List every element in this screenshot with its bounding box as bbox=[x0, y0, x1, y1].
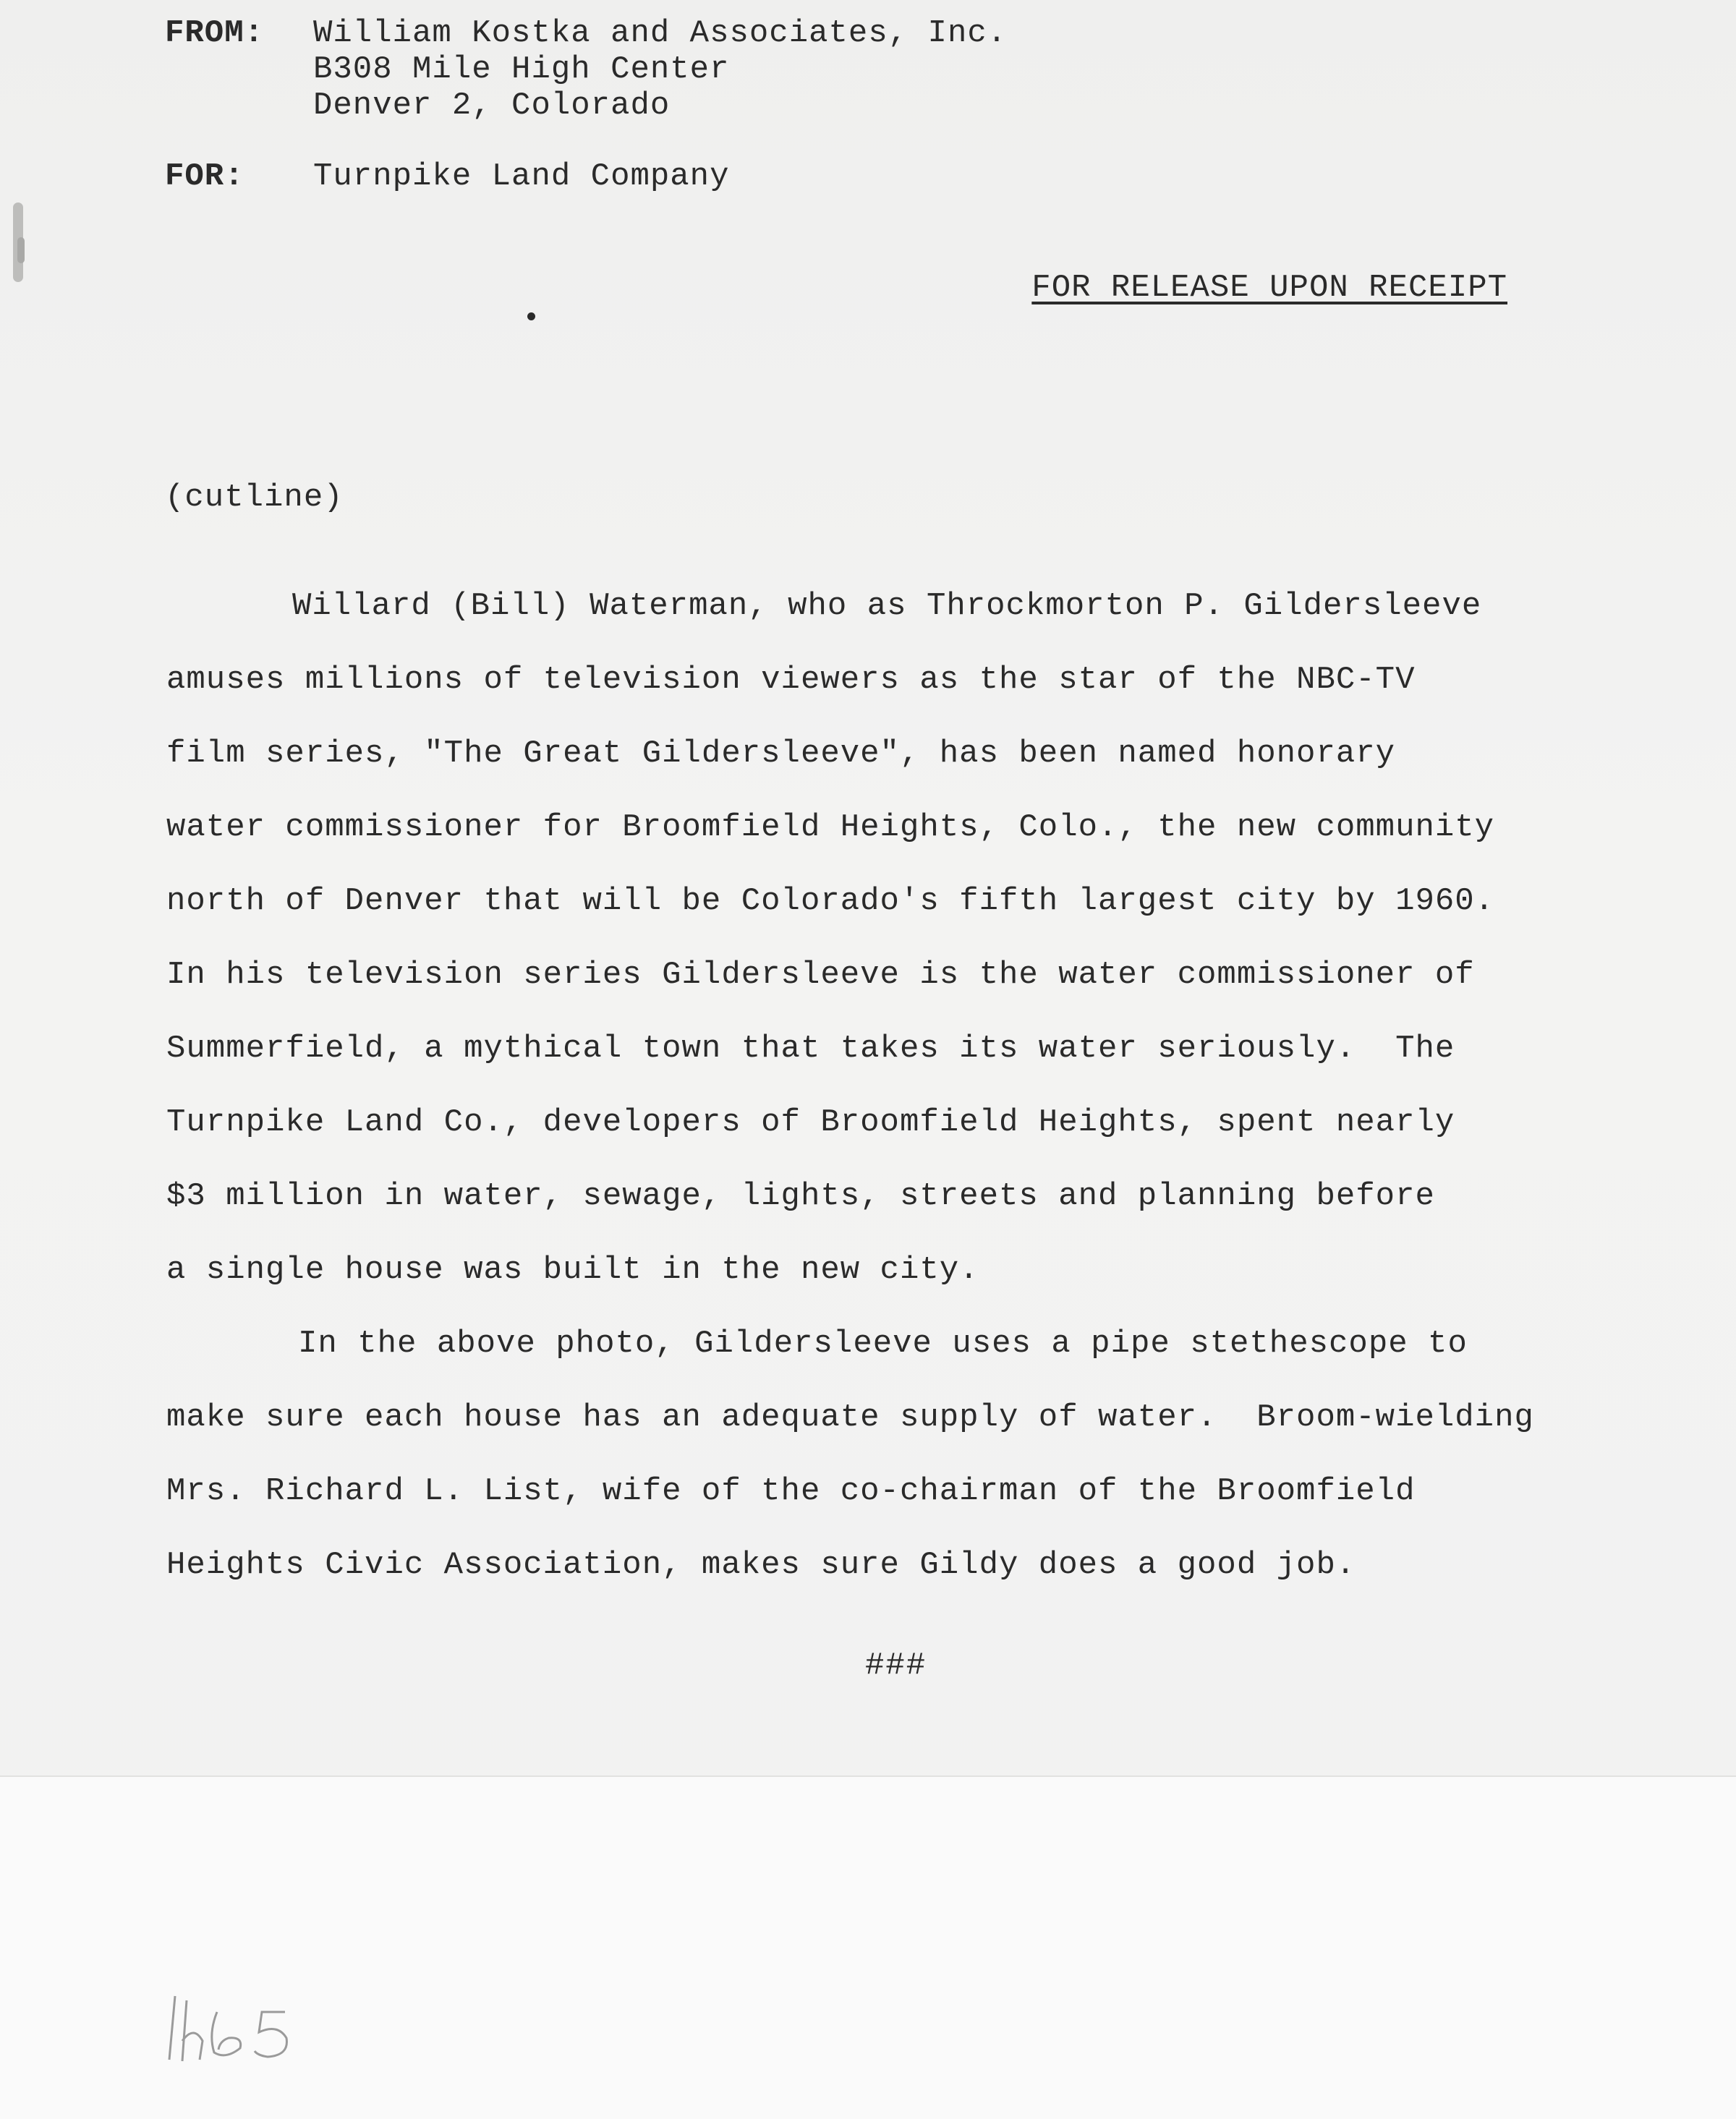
release-notice: FOR RELEASE UPON RECEIPT bbox=[1031, 270, 1507, 306]
body-line: amuses millions of television viewers as the star of the NBC-TV bbox=[166, 662, 1416, 698]
from-label: FROM: bbox=[165, 15, 265, 51]
body-line: make sure each house has an adequate supply of water. Broom-wielding bbox=[166, 1399, 1534, 1436]
body-line: In the above photo, Gildersleeve uses a pipe stethescope to bbox=[298, 1326, 1468, 1362]
for-value: Turnpike Land Company bbox=[313, 158, 730, 195]
body-line: north of Denver that will be Colorado's fifth largest city by 1960. bbox=[166, 883, 1495, 919]
body-line: Mrs. Richard L. List, wife of the co-chairman of the Broomfield bbox=[166, 1473, 1416, 1509]
body-line: Willard (Bill) Waterman, who as Throckmorton P. Gildersleeve bbox=[292, 588, 1482, 624]
body-line: $3 million in water, sewage, lights, streets and planning before bbox=[166, 1178, 1435, 1214]
for-label: FOR: bbox=[165, 158, 244, 195]
body-line: water commissioner for Broomfield Heights, Colo., the new community bbox=[166, 809, 1495, 845]
from-line: Denver 2, Colorado bbox=[313, 88, 671, 124]
body-line: Heights Civic Association, makes sure Gildy does a good job. bbox=[166, 1547, 1356, 1583]
from-line: William Kostka and Associates, Inc. bbox=[313, 15, 1008, 51]
handwritten-note bbox=[162, 1990, 336, 2070]
cutline-label: (cutline) bbox=[165, 479, 344, 516]
body-line: a single house was built in the new city. bbox=[166, 1252, 979, 1288]
from-line: B308 Mile High Center bbox=[313, 51, 730, 88]
body-line: In his television series Gildersleeve is the water commissioner of bbox=[166, 957, 1475, 993]
body-line: Summerfield, a mythical town that takes its water seriously. The bbox=[166, 1031, 1455, 1067]
end-mark: ### bbox=[865, 1647, 927, 1684]
binder-mark bbox=[17, 237, 25, 263]
body-line: Turnpike Land Co., developers of Broomfield Heights, spent nearly bbox=[166, 1104, 1455, 1140]
body-line: film series, "The Great Gildersleeve", has been named honorary bbox=[166, 736, 1396, 772]
stray-dot bbox=[527, 312, 535, 320]
